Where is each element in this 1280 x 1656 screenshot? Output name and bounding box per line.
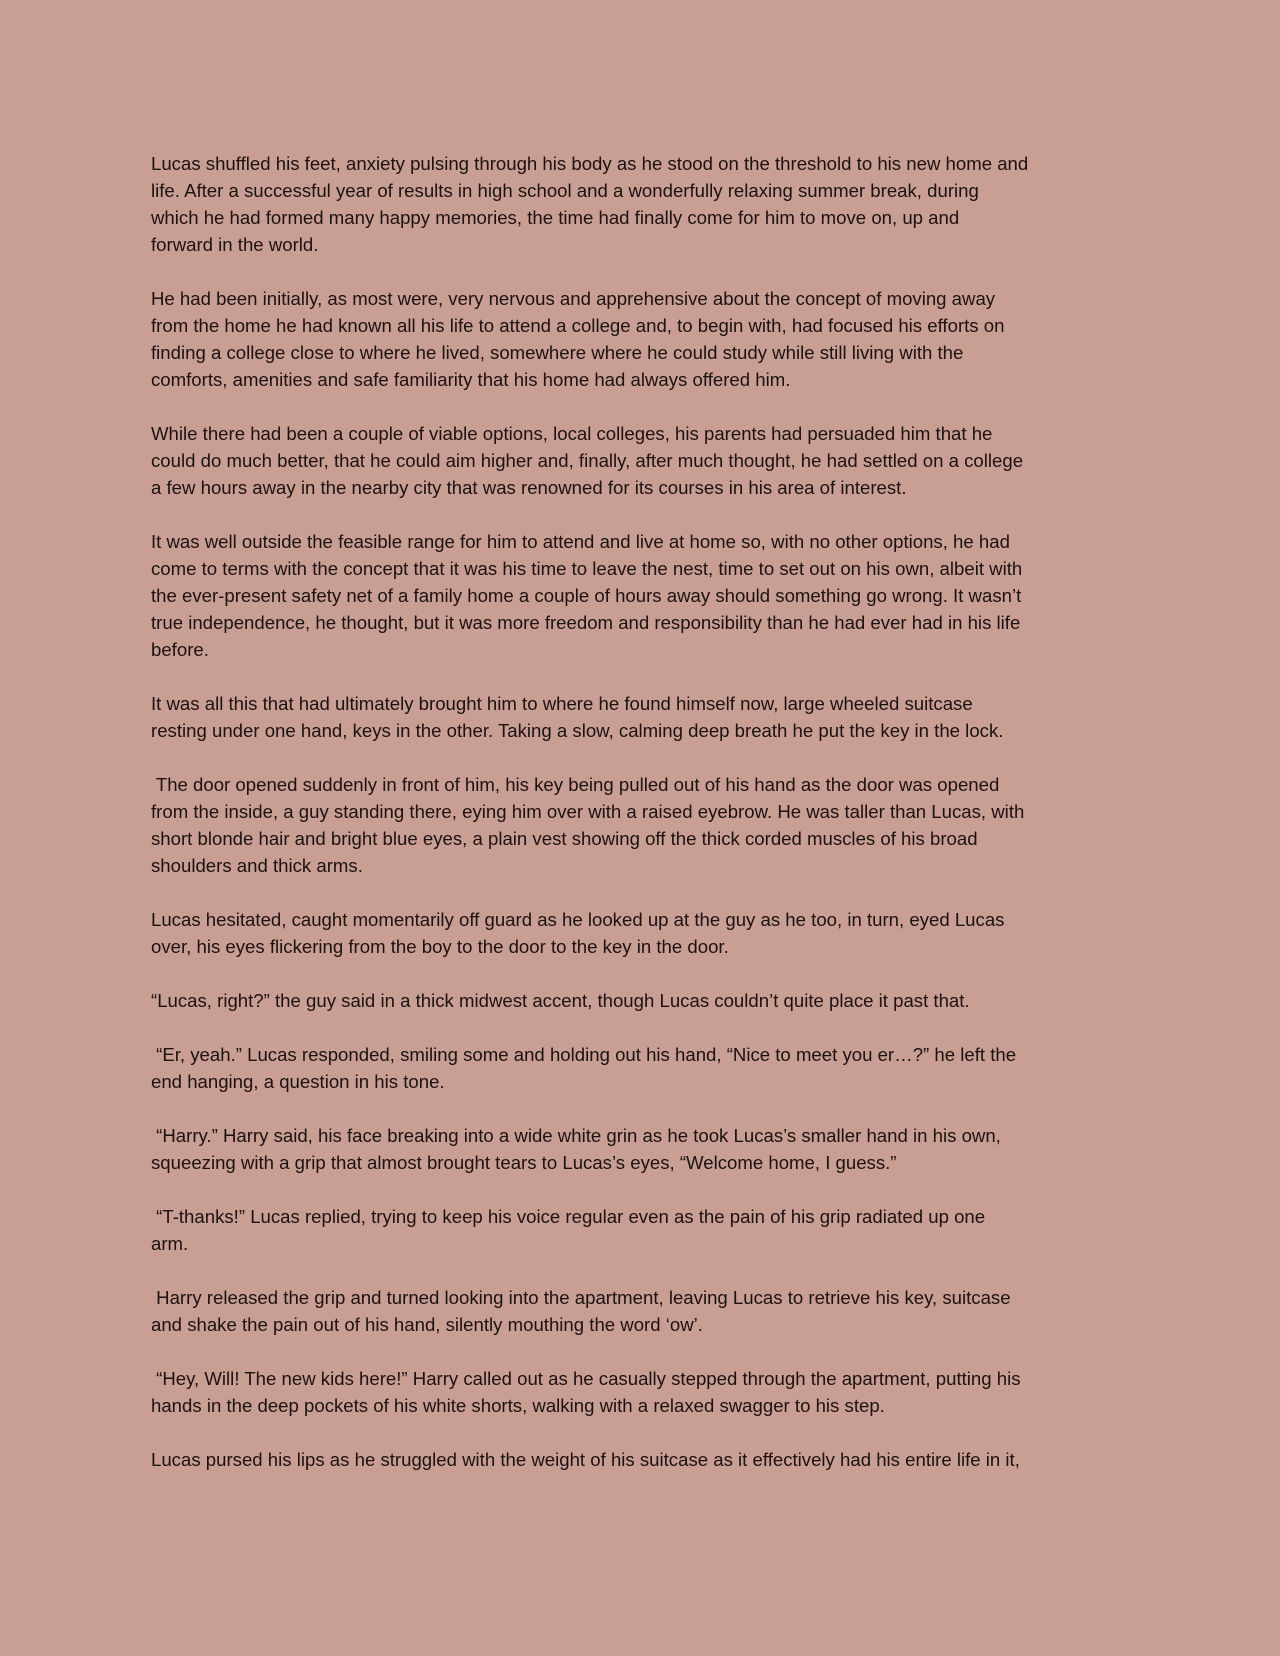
paragraph: [151, 150, 1141, 258]
text-line: “Hey, Will! The new kids here!” Harry called out as he casually stepped through the apartment, putting his: [151, 1368, 1021, 1389]
text-line: end hanging, a question in his tone.: [151, 1071, 445, 1092]
text-line: before.: [151, 639, 209, 660]
document-page: [151, 150, 1141, 1500]
text-line: hands in the deep pockets of his white shorts, walking with a relaxed swagger to his step.: [151, 1395, 885, 1416]
text-line: It was all this that had ultimately brought him to where he found himself now, large wheeled suitcase: [151, 693, 973, 714]
text-line: which he had formed many happy memories, the time had finally come for him to move on, up and: [151, 207, 960, 228]
text-line: short blonde hair and bright blue eyes, a plain vest showing off the thick corded muscles of his broad: [151, 828, 978, 849]
text-line: a few hours away in the nearby city that was renowned for its courses in his area of interest.: [151, 477, 907, 498]
paragraph: [151, 528, 1141, 663]
paragraph: [151, 1284, 1141, 1338]
paragraph: [151, 690, 1141, 744]
paragraph: [151, 1041, 1141, 1095]
text-line: life. After a successful year of results in high school and a wonderfully relaxing summer break, during: [151, 180, 979, 201]
text-line: Harry released the grip and turned looking into the apartment, leaving Lucas to retrieve his key, suitcase: [151, 1287, 1011, 1308]
text-line: squeezing with a grip that almost brought tears to Lucas’s eyes, “Welcome home, I guess.”: [151, 1152, 897, 1173]
text-line: Lucas pursed his lips as he struggled with the weight of his suitcase as it effectively had his entire life in it,: [151, 1449, 1020, 1470]
text-line: true independence, he thought, but it was more freedom and responsibility than he had ever had in his life: [151, 612, 1021, 633]
text-line: finding a college close to where he lived, somewhere where he could study while still living with the: [151, 342, 964, 363]
paragraph: [151, 987, 1141, 1014]
text-line: “Lucas, right?” the guy said in a thick midwest accent, though Lucas couldn’t quite place it past that.: [151, 990, 970, 1011]
text-line: over, his eyes flickering from the boy to the door to the key in the door.: [151, 936, 729, 957]
paragraph: [151, 285, 1141, 393]
text-line: The door opened suddenly in front of him, his key being pulled out of his hand as the door was opened: [151, 774, 1000, 795]
text-line: “Er, yeah.” Lucas responded, smiling some and holding out his hand, “Nice to meet you er…?” he left the: [151, 1044, 1017, 1065]
text-line: forward in the world.: [151, 234, 319, 255]
text-line: from the home he had known all his life to attend a college and, to begin with, had focused his efforts on: [151, 315, 1005, 336]
text-line: resting under one hand, keys in the other. Taking a slow, calming deep breath he put the key in the lock.: [151, 720, 1004, 741]
text-line: could do much better, that he could aim higher and, finally, after much thought, he had settled on a college: [151, 450, 1024, 471]
text-line: While there had been a couple of viable options, local colleges, his parents had persuaded him that he: [151, 423, 993, 444]
paragraph: [151, 1203, 1141, 1257]
text-line: comforts, amenities and safe familiarity that his home had always offered him.: [151, 369, 791, 390]
paragraph: [151, 771, 1141, 879]
paragraph: [151, 906, 1141, 960]
text-line: from the inside, a guy standing there, eying him over with a raised eyebrow. He was taller than Lucas, with: [151, 801, 1025, 822]
paragraph: [151, 1365, 1141, 1419]
paragraph: [151, 1446, 1141, 1473]
text-line: It was well outside the feasible range for him to attend and live at home so, with no other options, he had: [151, 531, 1010, 552]
text-line: “T-thanks!” Lucas replied, trying to keep his voice regular even as the pain of his grip radiated up one: [151, 1206, 986, 1227]
text-line: Lucas hesitated, caught momentarily off guard as he looked up at the guy as he too, in turn, eyed Lucas: [151, 909, 1005, 930]
text-line: come to terms with the concept that it was his time to leave the nest, time to set out on his own, albeit with: [151, 558, 1023, 579]
paragraph: [151, 1122, 1141, 1176]
text-line: the ever-present safety net of a family home a couple of hours away should something go wrong. It wasn’t: [151, 585, 1022, 606]
text-line: “Harry.” Harry said, his face breaking into a wide white grin as he took Lucas’s smaller hand in his own,: [151, 1125, 1001, 1146]
text-line: shoulders and thick arms.: [151, 855, 363, 876]
paragraph: [151, 420, 1141, 501]
text-line: and shake the pain out of his hand, silently mouthing the word ‘ow’.: [151, 1314, 703, 1335]
text-line: He had been initially, as most were, very nervous and apprehensive about the concept of moving away: [151, 288, 996, 309]
text-line: arm.: [151, 1233, 189, 1254]
text-line: Lucas shuffled his feet, anxiety pulsing through his body as he stood on the threshold to his new home and: [151, 153, 1029, 174]
